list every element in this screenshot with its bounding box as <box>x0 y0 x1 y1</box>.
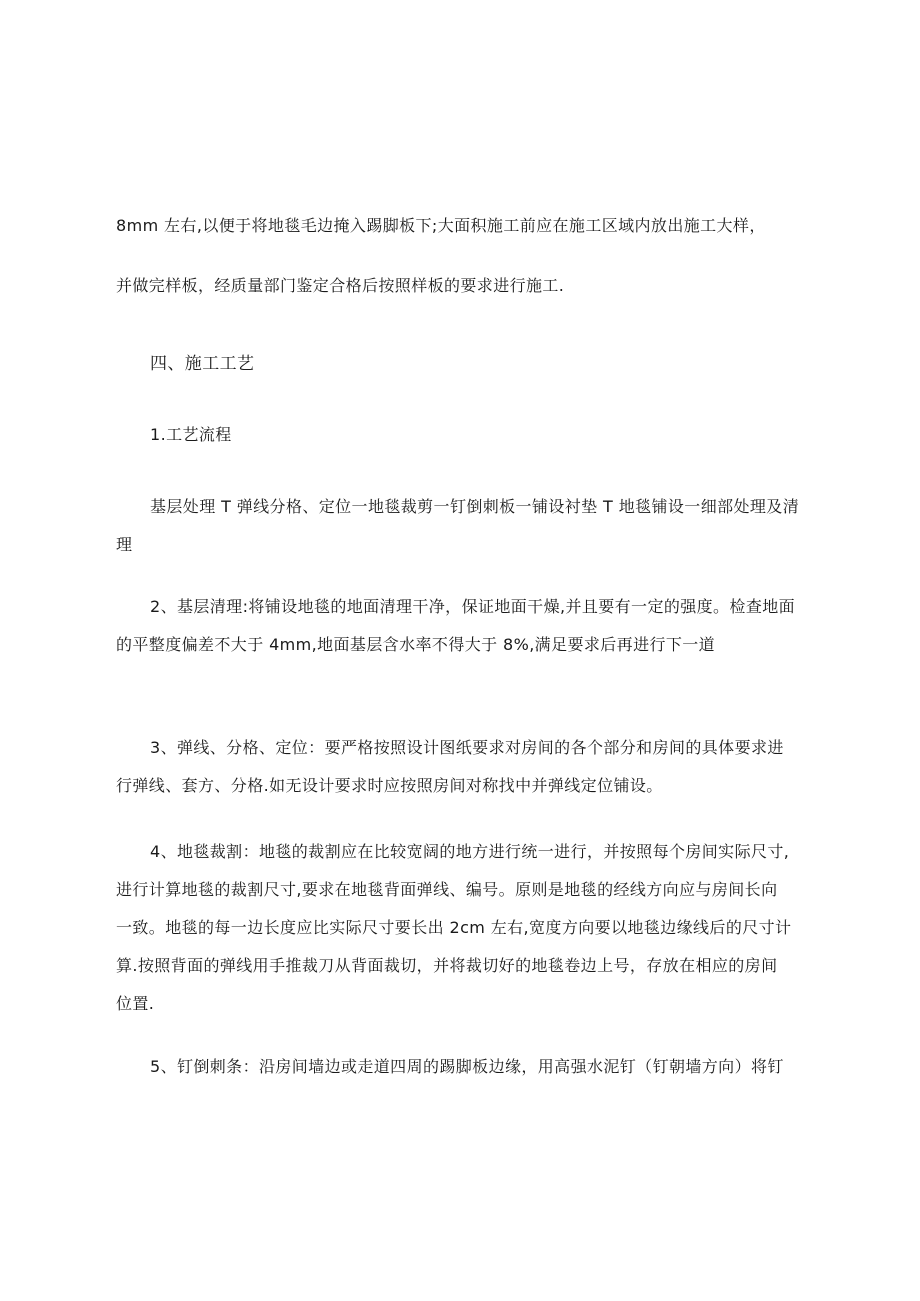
paragraph-line: 3、弹线、分格、定位：要严格按照设计图纸要求对房间的各个部分和房间的具体要求进 <box>150 738 784 757</box>
paragraph-line: 8mm 左右,以便于将地毯毛边掩入踢脚板下;大面积施工前应在施工区域内放出施工大样， <box>116 216 766 235</box>
paragraph-line: 并做完样板，经质量部门鉴定合格后按照样板的要求进行施工. <box>116 276 565 295</box>
paragraph-line: 基层处理 T 弹线分格、定位一地毯裁剪一钉倒刺板一铺设衬垫 T 地毯铺设一细部处理及清 <box>150 497 800 516</box>
section-heading: 四、施工工艺 <box>150 354 255 374</box>
paragraph-line: 一致。地毯的每一边长度应比实际尺寸要长出 2cm 左右,宽度方向要以地毯边缘线后的尺寸计 <box>116 918 792 937</box>
paragraph-line: 的平整度偏差不大于 4mm,地面基层含水率不得大于 8%,满足要求后再进行下一道 <box>116 635 716 654</box>
paragraph-line: 位置. <box>116 994 155 1013</box>
paragraph-line: 2、基层清理:将铺设地毯的地面清理干净，保证地面干燥,并且要有一定的强度。检查地面 <box>150 597 796 616</box>
paragraph-line: 行弹线、套方、分格.如无设计要求时应按照房间对称找中并弹线定位铺设。 <box>116 776 663 795</box>
paragraph-line: 5、钉倒刺条：沿房间墙边或走道四周的踢脚板边缘，用高强水泥钉（钉朝墙方向）将钉 <box>150 1057 784 1076</box>
paragraph-line: 4、地毯裁割：地毯的裁割应在比较宽阔的地方进行统一进行，并按照每个房间实际尺寸, <box>150 842 790 861</box>
subsection-heading: 1.工艺流程 <box>150 425 232 444</box>
paragraph-line: 理 <box>116 535 133 554</box>
paragraph-line: 进行计算地毯的裁割尺寸,要求在地毯背面弹线、编号。原则是地毯的经线方向应与房间长向 <box>116 880 778 899</box>
paragraph-line: 算.按照背面的弹线用手推裁刀从背面裁切，并将裁切好的地毯卷边上号，存放在相应的房间 <box>116 956 778 975</box>
